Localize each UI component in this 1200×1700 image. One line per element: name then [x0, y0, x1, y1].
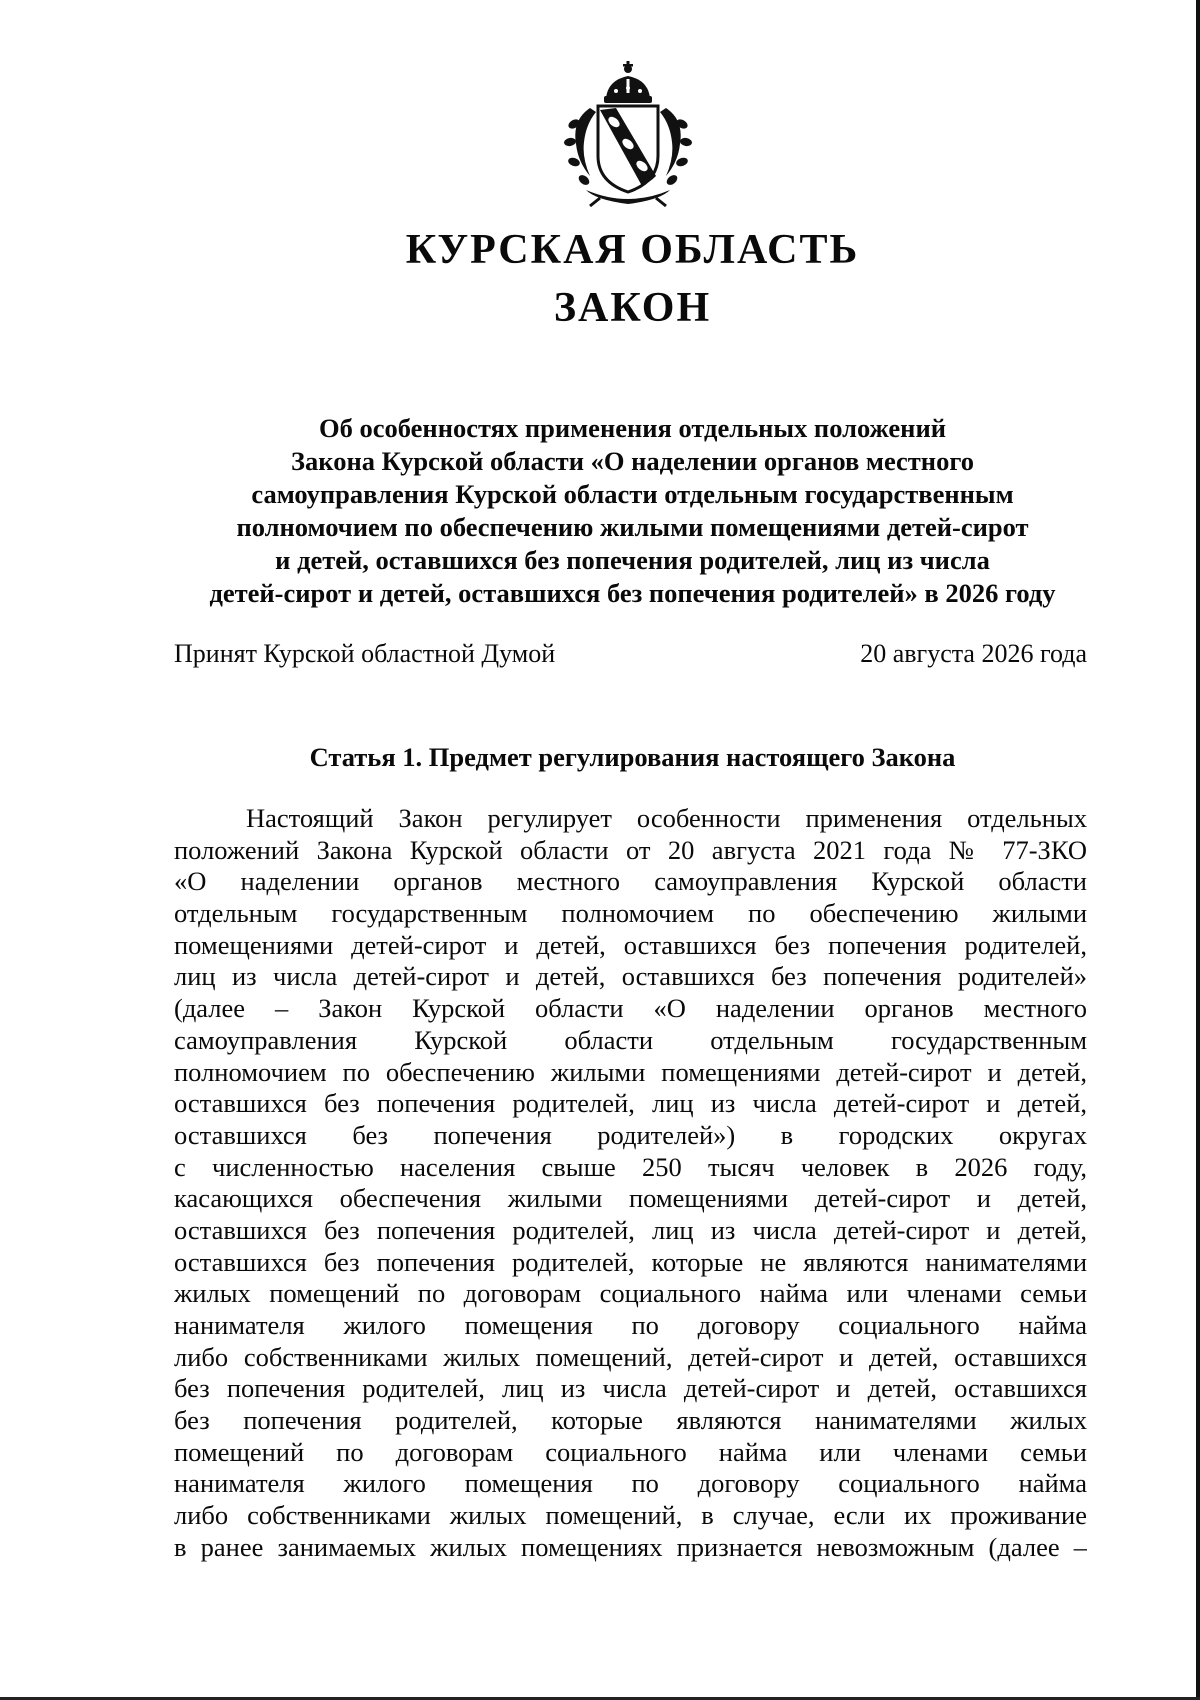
region-title: КУРСКАЯ ОБЛАСТЬ	[405, 227, 860, 273]
adopted-by: Принят Курской областной Думой	[174, 639, 556, 668]
body-line: отдельным государственным полномочием по обеспечению жилыми	[174, 898, 1087, 929]
adoption-date: 20 августа 2026 года	[860, 639, 1087, 668]
body-line: помещений по договорам социального найма или членами семьи	[174, 1436, 1087, 1467]
document-title	[160, 412, 1105, 610]
title-line: Об особенностях применения отдельных положений	[319, 413, 946, 443]
body-line: либо собственниками жилых помещений, детей-сирот и детей, оставшихся	[174, 1341, 1087, 1372]
body-line: либо собственниками жилых помещений, в случае, если их проживание	[174, 1500, 1087, 1531]
body-line: оставшихся без попечения родителей, лиц из числа детей-сирот и детей,	[174, 1088, 1087, 1119]
body-line: «О наделении органов местного самоуправления Курской области	[174, 866, 1087, 897]
title-line: и детей, оставшихся без попечения родителей, лиц из числа	[275, 545, 990, 575]
coat-of-arms-icon	[560, 58, 696, 210]
body-line: нанимателя жилого помещения по договору социального найма	[174, 1468, 1087, 1499]
body-line: жилых помещений по договорам социального найма или членами семьи	[174, 1278, 1087, 1309]
document-type: ЗАКОН	[553, 285, 712, 331]
body-line: помещениями детей-сирот и детей, оставшихся без попечения родителей,	[174, 929, 1087, 960]
body-line: без попечения родителей, которые являются нанимателями жилых	[174, 1405, 1087, 1436]
title-line: самоуправления Курской области отдельным государственным	[251, 479, 1014, 509]
body-line: оставшихся без попечения родителей, лиц из числа детей-сирот и детей,	[174, 1214, 1087, 1245]
article-body	[174, 803, 1087, 1564]
body-line: оставшихся без попечения родителей») в городских округах	[174, 1119, 1087, 1150]
body-line: положений Закона Курской области от 20 августа 2021 года № 77-ЗКО	[174, 834, 1087, 865]
body-line: лиц из числа детей-сирот и детей, оставшихся без попечения родителей»	[174, 961, 1087, 992]
body-line: касающихся обеспечения жилыми помещениями детей-сирот и детей,	[174, 1183, 1087, 1214]
body-line: в ранее занимаемых жилых помещениях признается невозможным (далее –	[174, 1531, 1087, 1562]
body-line: полномочием по обеспечению жилыми помещениями детей-сирот и детей,	[174, 1056, 1087, 1087]
title-line: полномочием по обеспечению жилыми помещениями детей-сирот	[236, 512, 1029, 542]
body-line: без попечения родителей, лиц из числа детей-сирот и детей, оставшихся	[174, 1373, 1087, 1404]
article-heading: Статья 1. Предмет регулирования настоящего Закона	[309, 742, 956, 772]
body-line: нанимателя жилого помещения по договору социального найма	[174, 1310, 1087, 1340]
body-line: оставшихся без попечения родителей, которые не являются нанимателями	[174, 1246, 1087, 1277]
body-line: самоуправления Курской области отдельным государственным	[174, 1024, 1087, 1055]
body-line: с численностью населения свыше 250 тысяч человек в 2026 году,	[174, 1151, 1087, 1182]
body-line: (далее – Закон Курской области «О наделении органов местного	[174, 993, 1087, 1024]
body-line: Настоящий Закон регулирует особенности применения отдельных	[246, 803, 1087, 833]
title-line: детей-сирот и детей, оставшихся без попечения родителей» в 2026 году	[209, 578, 1056, 608]
title-line: Закона Курской области «О наделении органов местного	[291, 446, 974, 476]
